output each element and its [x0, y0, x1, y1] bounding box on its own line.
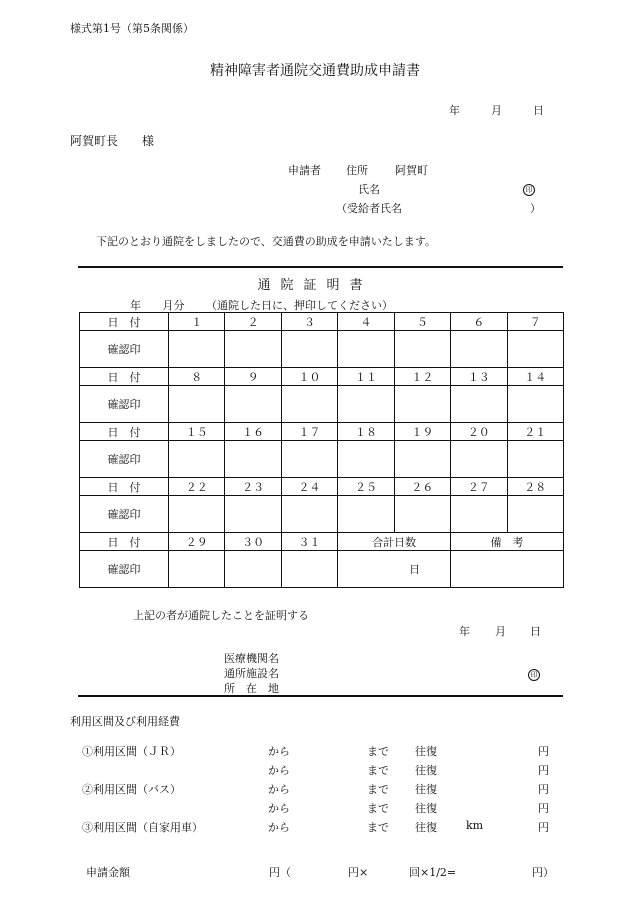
route-yen: 円: [538, 783, 549, 796]
stamp-label-cell: 確認印: [80, 496, 169, 533]
day-number-cell: ９: [225, 368, 281, 386]
stamp-label-cell: 確認印: [80, 441, 169, 478]
day-number-cell: １２: [394, 368, 450, 386]
stamp-label-cell: 確認印: [80, 551, 169, 588]
stamp-cell[interactable]: [451, 441, 507, 478]
day-number-cell: １５: [169, 423, 225, 441]
certificate-month: [130, 297, 393, 313]
route-yen: 円: [538, 764, 549, 777]
day-number-cell: １８: [338, 423, 394, 441]
amount-yen-times: 円×: [348, 866, 369, 879]
stamp-cell[interactable]: [169, 441, 225, 478]
stamp-cell[interactable]: [338, 331, 394, 368]
stamp-row: [80, 441, 564, 478]
day-number-cell: ３: [281, 313, 337, 331]
stamp-cell[interactable]: [451, 331, 507, 368]
stamp-cell[interactable]: [507, 386, 563, 423]
total-days-value: 日: [338, 551, 451, 588]
stamp-cell[interactable]: [281, 496, 337, 533]
stamp-cell[interactable]: [507, 441, 563, 478]
amount-yen-open: 円（: [269, 866, 291, 879]
stamp-cell[interactable]: [169, 551, 225, 588]
route-round-trip: 往復: [415, 802, 437, 815]
stamp-cell[interactable]: [169, 331, 225, 368]
location-label: 所 在 地: [224, 682, 279, 695]
recipient-name-label: （受給者氏名: [336, 202, 402, 215]
route-label: ②利用区間（バス）: [82, 783, 181, 796]
stamp-cell[interactable]: [225, 496, 281, 533]
date-row: [80, 368, 564, 386]
facility-seal-icon: 印: [528, 667, 540, 681]
stamp-cell[interactable]: [338, 386, 394, 423]
day-number-cell: ２９: [169, 533, 225, 551]
name-label: 氏名: [358, 183, 380, 196]
medical-institution-label: 医療機関名: [224, 652, 279, 665]
usage-heading: 利用区間及び利用経費: [70, 715, 180, 728]
route-yen: 円: [538, 745, 549, 758]
day-number-cell: ３０: [225, 533, 281, 551]
divider-bottom: [78, 695, 563, 697]
stamp-cell[interactable]: [281, 441, 337, 478]
certification-statement: 上記の者が通院したことを証明する: [133, 609, 309, 622]
route-from: から: [268, 764, 290, 777]
stamp-cell[interactable]: [169, 386, 225, 423]
attendance-table: [79, 312, 564, 588]
stamp-cell[interactable]: [507, 331, 563, 368]
day-number-cell: ２０: [451, 423, 507, 441]
route-to: まで: [367, 745, 389, 758]
date-label-cell: 日 付: [80, 368, 169, 386]
address-value: 阿賀町: [395, 164, 428, 177]
stamp-cell[interactable]: [225, 551, 281, 588]
date-month-label: 月: [491, 104, 502, 117]
recipient-close: ）: [530, 202, 541, 215]
route-to: まで: [367, 802, 389, 815]
route-to: まで: [367, 764, 389, 777]
address-label: 住所: [346, 164, 368, 177]
addressee-honorific: 様: [142, 134, 155, 148]
applicant-seal-icon: 印: [523, 182, 535, 196]
date-year-label: 年: [449, 104, 460, 117]
day-number-cell: １７: [281, 423, 337, 441]
remarks-label: 備 考: [451, 533, 564, 551]
route-from: から: [268, 745, 290, 758]
route-to: まで: [367, 783, 389, 796]
month-note: （通院した日に、押印してください）: [206, 299, 393, 312]
route-round-trip: 往復: [415, 764, 437, 777]
stamp-label-cell: 確認印: [80, 331, 169, 368]
day-number-cell: ２１: [507, 423, 563, 441]
day-number-cell: ８: [169, 368, 225, 386]
route-round-trip: 往復: [415, 745, 437, 758]
date-label-cell: 日 付: [80, 478, 169, 496]
day-number-cell: ２７: [451, 478, 507, 496]
date-row: [80, 533, 564, 551]
divider-top: [78, 266, 563, 268]
amount-times-formula: 回×1/2=: [409, 866, 457, 879]
route-round-trip: 往復: [415, 821, 437, 834]
cert-date-month: 月: [495, 625, 506, 638]
certificate-title: 通院証明書: [257, 278, 373, 293]
day-number-cell: １３: [451, 368, 507, 386]
page-title: 精神障害者通院交通費助成申請書: [210, 63, 420, 79]
stamp-cell[interactable]: [225, 386, 281, 423]
stamp-cell[interactable]: [169, 496, 225, 533]
stamp-cell[interactable]: [394, 441, 450, 478]
date-label-cell: 日 付: [80, 423, 169, 441]
date-label-cell: 日 付: [80, 533, 169, 551]
application-amount-label: 申請金額: [86, 866, 130, 879]
date-row: [80, 313, 564, 331]
amount-yen-close: 円）: [532, 866, 554, 879]
form-number: 様式第1号（第5条関係）: [70, 22, 194, 35]
route-km-unit: km: [466, 819, 484, 832]
cert-date-year: 年: [459, 625, 470, 638]
stamp-row: [80, 386, 564, 423]
stamp-cell[interactable]: [338, 496, 394, 533]
stamp-cell[interactable]: [281, 331, 337, 368]
day-number-cell: ５: [394, 313, 450, 331]
date-row: [80, 478, 564, 496]
route-yen: 円: [538, 821, 549, 834]
route-from: から: [268, 802, 290, 815]
day-number-cell: ２２: [169, 478, 225, 496]
stamp-cell[interactable]: [281, 386, 337, 423]
day-number-cell: ３１: [281, 533, 337, 551]
stamp-label-cell: 確認印: [80, 386, 169, 423]
stamp-cell[interactable]: [281, 551, 337, 588]
month-label: 月分: [162, 299, 185, 312]
day-number-cell: １６: [225, 423, 281, 441]
stamp-cell[interactable]: [451, 496, 507, 533]
addressee: [70, 132, 154, 149]
day-number-cell: ６: [451, 313, 507, 331]
addressee-name: 阿賀町長: [70, 134, 119, 148]
day-number-cell: ２８: [507, 478, 563, 496]
route-round-trip: 往復: [415, 783, 437, 796]
route-to: まで: [367, 821, 389, 834]
date-label-cell: 日 付: [80, 313, 169, 331]
day-number-cell: ７: [507, 313, 563, 331]
route-label: ①利用区間（ＪＲ）: [82, 745, 181, 758]
stamp-cell[interactable]: [394, 331, 450, 368]
stamp-cell[interactable]: [394, 386, 450, 423]
facility-name-label: 通所施設名: [224, 667, 279, 680]
stamp-row: [80, 496, 564, 533]
stamp-cell[interactable]: [394, 496, 450, 533]
stamp-cell[interactable]: [338, 441, 394, 478]
applicant-label: 申請者: [288, 164, 321, 177]
stamp-cell[interactable]: [225, 441, 281, 478]
date-row: [80, 423, 564, 441]
application-statement: 下記のとおり通院をしましたので、交通費の助成を申請いたします。: [96, 235, 436, 248]
cert-date-day: 日: [530, 625, 541, 638]
day-number-cell: １１: [338, 368, 394, 386]
day-number-cell: ２５: [338, 478, 394, 496]
day-number-cell: １: [169, 313, 225, 331]
stamp-cell[interactable]: [225, 331, 281, 368]
day-number-cell: ２３: [225, 478, 281, 496]
route-from: から: [268, 821, 290, 834]
day-number-cell: ２６: [394, 478, 450, 496]
stamp-row: [80, 551, 564, 588]
day-number-cell: ４: [338, 313, 394, 331]
stamp-cell[interactable]: [507, 496, 563, 533]
total-days-label: 合計日数: [338, 533, 451, 551]
day-number-cell: １９: [394, 423, 450, 441]
day-number-cell: １４: [507, 368, 563, 386]
stamp-cell[interactable]: [451, 386, 507, 423]
route-from: から: [268, 783, 290, 796]
remarks-value[interactable]: [451, 551, 564, 588]
date-day-label: 日: [533, 104, 544, 117]
route-label: ③利用区間（自家用車）: [82, 821, 203, 834]
stamp-row: [80, 331, 564, 368]
route-yen: 円: [538, 802, 549, 815]
day-number-cell: ２４: [281, 478, 337, 496]
day-number-cell: ２: [225, 313, 281, 331]
day-number-cell: １０: [281, 368, 337, 386]
month-year-label: 年: [130, 299, 141, 312]
